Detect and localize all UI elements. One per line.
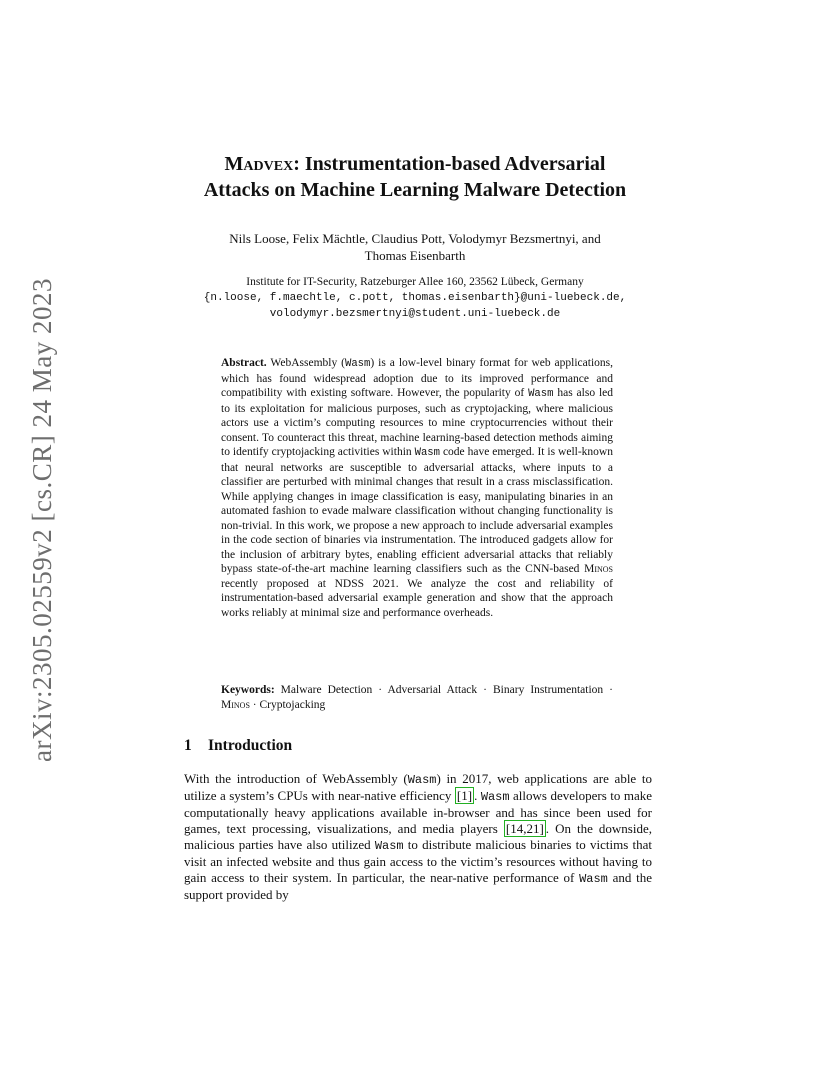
introduction-paragraph [184, 771, 652, 903]
title-line1: : Instrumentation-based Adversarial [293, 153, 606, 175]
intro-text-6: to distribute malicious binaries to victims that visit an infected website and thus gain access to the victim’s resources without having to gain access to their system. In particular, the near-native performance of [184, 837, 652, 885]
abstract-text-4: code have emerged. It is well-known that neural networks are susceptible to adversarial attacks, where inputs to a classifier are perturbed with minimal changes that result in a crass misclassification. While applying changes in image classification is easy, manipulating binaries in an automated fashion to evade malware classification without changing functionality is non-trivial. In this work, we propose a new approach to include adversarial examples in the code section of binaries via instrumentation. The introduced gadgets allow for the inclusion of arbitrary bytes, enabling efficient adversarial attacks that reliably bypass state-of-the-art machine learning classifiers such as the CNN-based [221, 446, 613, 575]
emails-line1: {n.loose, f.maechtle, c.pott, thomas.eisenbarth}@uni-luebeck.de, [203, 292, 627, 304]
intro-text-2: ) in 2017, web applications are able to utilize a system’s CPUs with near-native efficiency [184, 771, 652, 803]
intro-text-5: . On the downside, malicious parties have also utilized [184, 821, 652, 852]
intro-code-4: Wasm [579, 872, 608, 886]
abstract-label: Abstract. [221, 357, 267, 369]
keywords-text-1: Malware Detection · Adversarial Attack · Binary Instrumentation · [274, 684, 613, 696]
paper-title [150, 151, 680, 203]
affiliation-block [150, 274, 680, 322]
intro-text-1: With the introduction of WebAssembly ( [184, 771, 408, 786]
abstract-code-1: Wasm [344, 358, 371, 370]
citation-link[interactable]: [1] [456, 788, 473, 803]
keywords-minos: Minos [221, 698, 250, 711]
abstract-text-3: has also led to its exploitation for malicious purposes, such as cryptojacking, where malicious actors use a victim’s computing resources to mine cryptocurrencies without their consent. To counteract this threat, machine learning-based detection methods aiming to identify cryptojacking activities within [221, 387, 613, 458]
intro-code-1: Wasm [407, 773, 437, 787]
abstract-code-2: Wasm [528, 388, 554, 400]
intro-text-7: and the support provided by [184, 870, 652, 902]
intro-code-2: Wasm [480, 790, 510, 804]
keywords [221, 683, 613, 712]
arxiv-identifier-stamp [20, 280, 64, 760]
affiliation-text: Institute for IT-Security, Ratzeburger Allee 160, 23562 Lübeck, Germany [246, 276, 584, 288]
authors-line2: Thomas Eisenbarth [364, 248, 466, 263]
intro-text-4: allows developers to make computationally heavy applications available in-browser and has since been used for games, text processing, visualizations, and media players [184, 788, 653, 836]
abstract-text-1: WebAssembly ( [270, 357, 345, 369]
abstract [221, 356, 613, 620]
citation-link[interactable]: [14,21] [505, 821, 544, 836]
authors-line1: Nils Loose, Felix Mächtle, Claudius Pott, Volodymyr Bezsmertnyi, and [229, 231, 601, 246]
intro-code-3: Wasm [374, 839, 404, 853]
abstract-minos: Minos [584, 563, 613, 575]
section-heading-introduction [184, 737, 292, 755]
intro-text-3: . [474, 788, 481, 803]
abstract-text-2: ) is a low-level binary format for web applications, which has found widespread adoption due to its improved performance and compatibility with existing software. However, the popularity of [221, 357, 614, 399]
abstract-text-5: recently proposed at NDSS 2021. We analyze the cost and reliability of instrumentation-based adversarial example generation and show that the approach works reliably at minimal size and performance overheads. [221, 577, 613, 619]
title-line2: Attacks on Machine Learning Malware Detection [203, 179, 627, 201]
keywords-label: Keywords: [221, 684, 275, 696]
author-list [150, 230, 680, 264]
abstract-code-3: Wasm [414, 447, 440, 459]
section-number: 1 [184, 737, 192, 754]
title-system-name: Madvex [224, 153, 294, 175]
keywords-text-2: · Cryptojacking [249, 698, 326, 711]
arxiv-id-text: arXiv:2305.02559v2 [cs.CR] 24 May 2023 [26, 278, 57, 762]
emails-line2: volodymyr.bezsmertnyi@student.uni-luebeck.de [269, 308, 561, 320]
section-title: Introduction [208, 737, 293, 754]
